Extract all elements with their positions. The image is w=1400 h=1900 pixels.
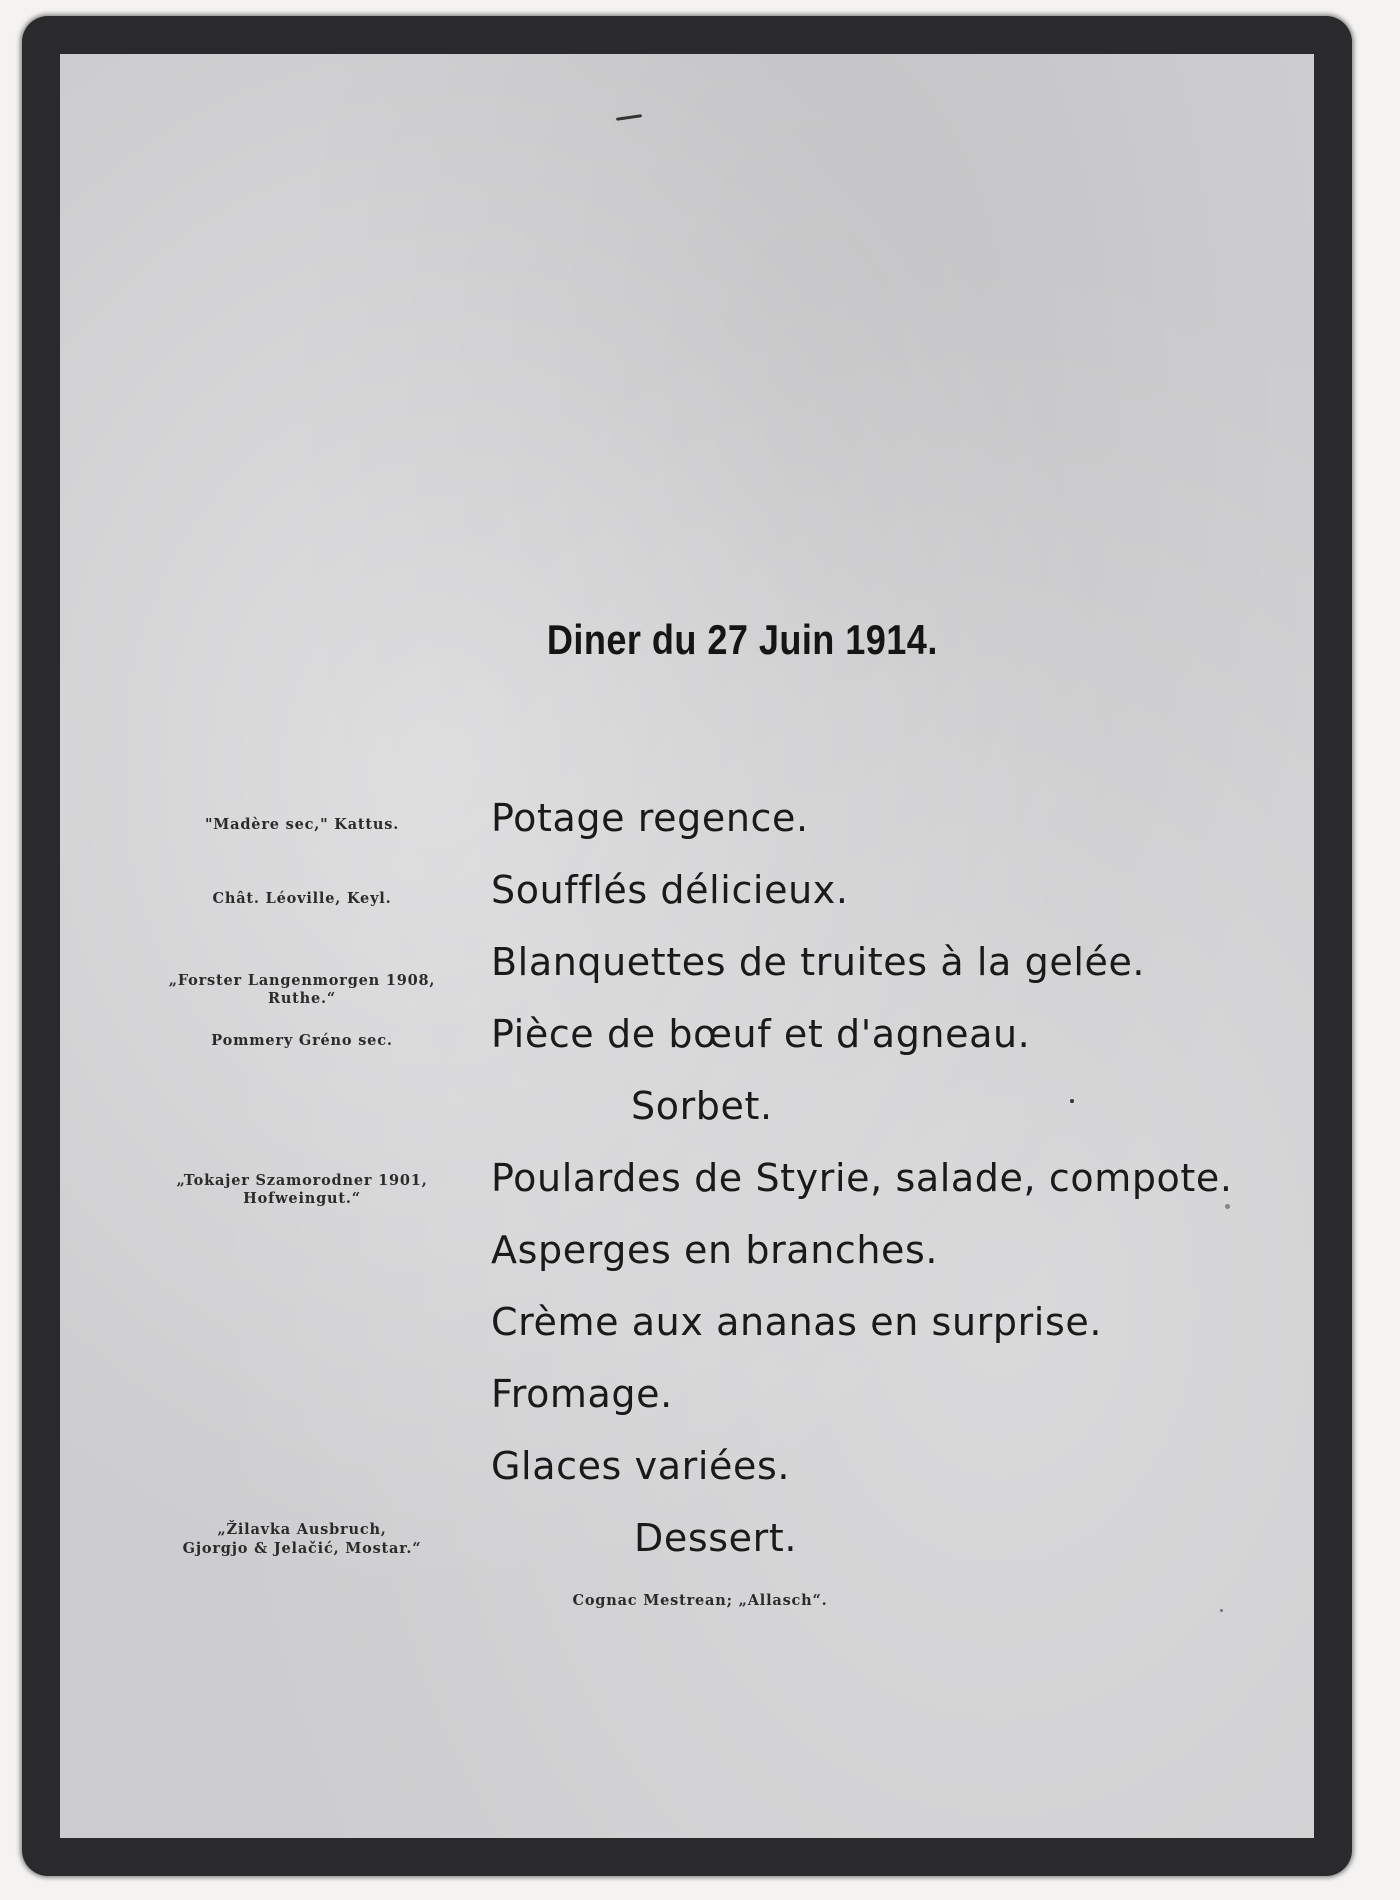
course-item: Potage regence.: [491, 796, 809, 840]
course-item: Glaces variées.: [491, 1444, 791, 1488]
course-item: Asperges en branches.: [491, 1228, 939, 1272]
course-item: Crème aux ananas en surprise.: [491, 1300, 1103, 1344]
wine-pairing: Ruthe.“: [267, 990, 337, 1007]
print-speck: [1225, 1204, 1230, 1209]
wine-pairing: Hofweingut.“: [243, 1190, 361, 1207]
course-item: Pièce de bœuf et d'agneau.: [491, 1012, 1031, 1056]
course-item: Sorbet.: [631, 1084, 773, 1128]
wine-pairing: Gjorgjo & Jelačić, Mostar.“: [182, 1540, 422, 1557]
menu-card: [60, 54, 1314, 1838]
print-speck: [1070, 1099, 1074, 1103]
after-dinner-drinks: Cognac Mestrean; „Allasch“.: [572, 1592, 828, 1609]
menu-card-frame: [22, 16, 1352, 1876]
course-item: Dessert.: [634, 1516, 798, 1560]
course-item: Poulardes de Styrie, salade, compote.: [491, 1156, 1233, 1200]
print-speck: [1220, 1609, 1223, 1612]
wine-pairing: „Tokajer Szamorodner 1901,: [176, 1172, 428, 1189]
course-item: Fromage.: [491, 1372, 673, 1416]
wine-pairing: „Forster Langenmorgen 1908,: [168, 972, 436, 989]
menu-title: Diner du 27 Juin 1914.: [546, 616, 938, 663]
course-item: Soufflés délicieux.: [491, 868, 849, 912]
course-list: [60, 54, 1314, 1838]
wine-pairing: "Madère sec," Kattus.: [204, 816, 400, 833]
wine-pairing: Pommery Gréno sec.: [211, 1032, 393, 1049]
course-item: Blanquettes de truites à la gelée.: [491, 940, 1146, 984]
wine-pairing: „Žilavka Ausbruch,: [217, 1521, 387, 1538]
wine-pairing: Chât. Léoville, Keyl.: [212, 890, 392, 907]
